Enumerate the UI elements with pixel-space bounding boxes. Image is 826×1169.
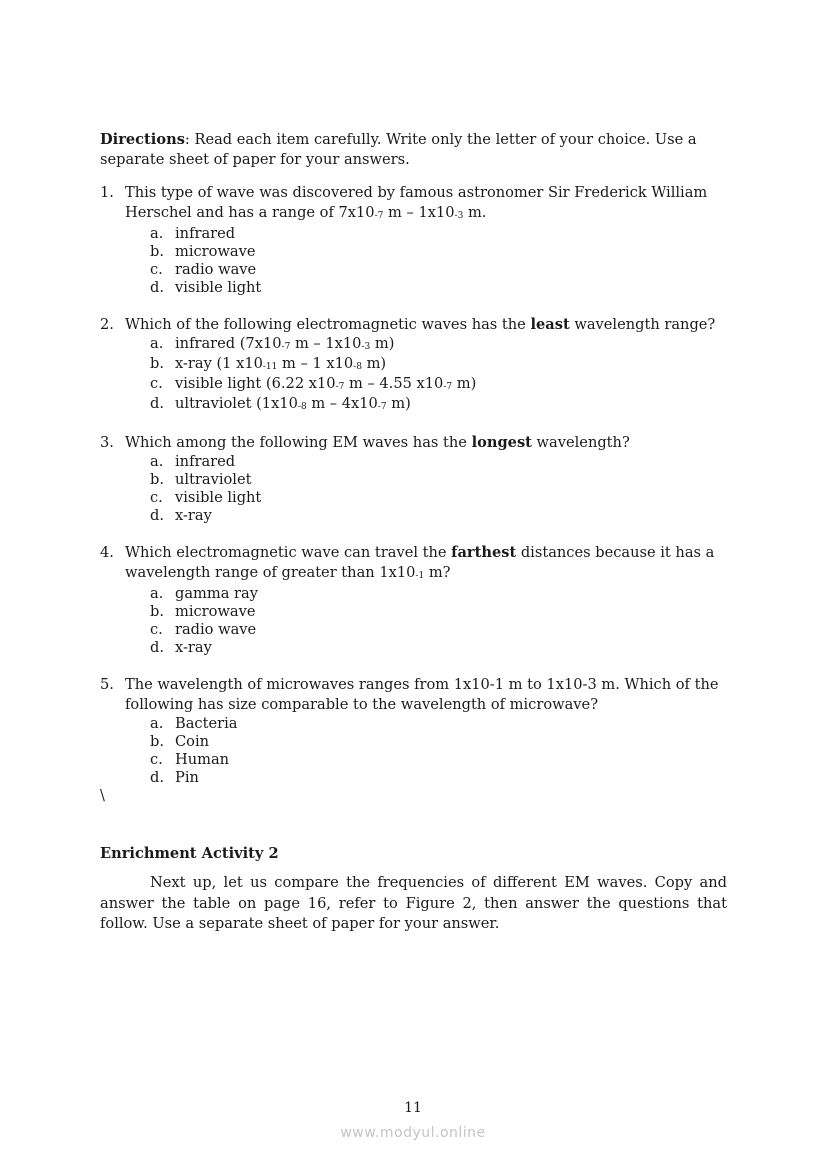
option-a: a. infrared ($7x10_{-7}$ m – $1x10_{-3}$ m) [150,335,395,352]
watermark: www.modyul.online [340,1125,486,1141]
question-2 [100,315,727,415]
option-c: c. radio wave [150,261,257,278]
options-list [100,585,727,657]
option-c: c. visible light (6.22 $x10_{-7}$ m – 4.55 $x10_{-7}$ m) [150,375,477,392]
directions [100,130,727,170]
directions-text: : Read each item carefully. Write only the letter of your choice. Use a separate sheet of paper for your answers. [100,131,697,168]
option-b: b. Coin [150,733,210,750]
enrichment-body: Next up, let us compare the frequencies of different EM waves. Copy and answer the table on page 16, refer to Figure 2, then answer the questions that follow. Use a separate sheet of paper for your answer. [100,874,727,932]
question-number: 2. [100,316,114,333]
enrichment-title: Enrichment Activity 2 [100,845,279,862]
option-c: c. Human [150,751,230,768]
option-b: b. microwave [150,243,256,260]
option-d: d. ultraviolet ($1x10_{-8}$ m – $4x10_{-7}$ m) [150,395,411,412]
option-a: a. Bacteria [150,715,238,732]
directions-label: Directions [100,131,185,148]
question-3 [100,433,727,525]
option-a: a. infrared [150,225,236,242]
options-list [100,225,727,297]
question-text: Which electromagnetic wave can travel the farthest distances because it has a wavelength range of greater than $1x10_{-1}$ m? [125,544,715,581]
question-text: This type of wave was discovered by famous astronomer Sir Frederick William Herschel and has a range of $7x10_{-7}$ m – $1x10_{-3}$ m. [125,184,708,221]
option-b: b. x-ray (1 $x10_{-11}$ m – 1 $x10_{-8}$ m) [150,355,387,372]
option-c: c. radio wave [150,621,257,638]
question-text: Which of the following electromagnetic waves has the least wavelength range? [125,316,716,333]
option-d: d. Pin [150,769,199,786]
question-number: 4. [100,544,114,561]
question-text: The wavelength of microwaves ranges from 1x10-1 m to 1x10-3 m. Which of the following has size comparable to the wavelength of microwave? [125,676,719,713]
question-1 [100,183,727,297]
options-list [100,335,727,415]
page-number: 11 [404,1100,422,1116]
question-number: 3. [100,434,114,451]
options-list [100,453,727,525]
question-text: Which among the following EM waves has the longest wavelength? [125,434,630,451]
option-d: d. x-ray [150,639,212,656]
options-list [100,715,727,787]
question-4 [100,543,727,657]
stray-mark: \ [100,787,105,804]
option-a: a. infrared [150,453,236,470]
option-b: b. ultraviolet [150,471,252,488]
question-5 [100,675,727,787]
option-d: d. x-ray [150,507,212,524]
option-c: c. visible light [150,489,262,506]
worksheet-page [100,130,727,949]
question-number: 1. [100,184,114,201]
option-b: b. microwave [150,603,256,620]
option-d: d. visible light [150,279,262,296]
option-a: a. gamma ray [150,585,258,602]
question-number: 5. [100,676,114,693]
